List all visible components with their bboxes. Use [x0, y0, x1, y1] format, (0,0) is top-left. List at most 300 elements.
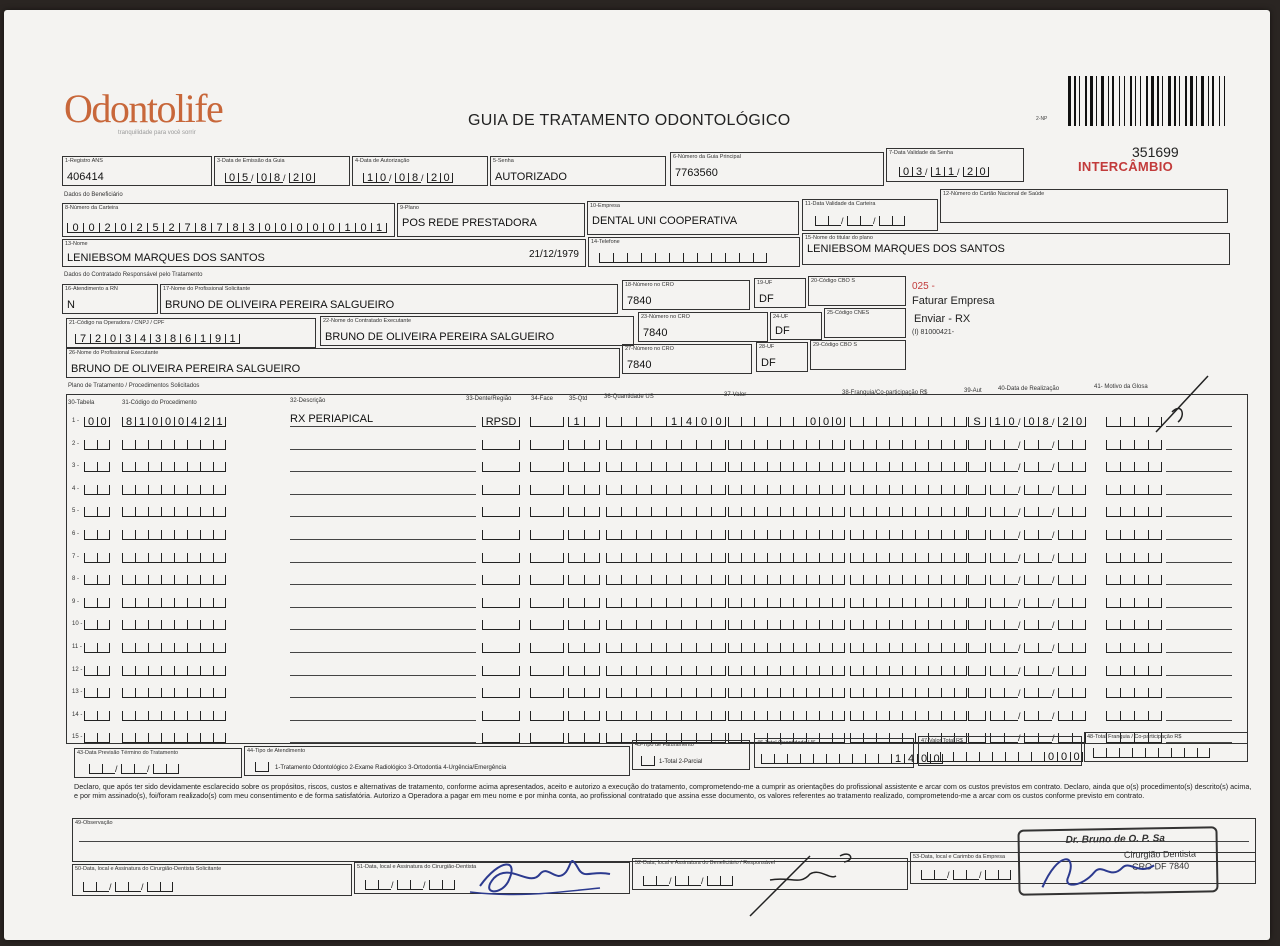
cell-empty[interactable]	[1166, 482, 1232, 495]
digit-cell	[122, 666, 135, 676]
digit-group	[482, 572, 520, 585]
digit-cell	[122, 733, 135, 743]
digit-cell	[739, 253, 753, 263]
digit-cell	[876, 507, 889, 517]
digit-cell	[1120, 417, 1134, 427]
digit-cell	[741, 666, 754, 676]
titular-field[interactable]: 15-Nome do titular do plano LENIEBSOM MARQUES DOS SANTOS	[802, 233, 1230, 265]
digit-cell	[1004, 440, 1018, 450]
digit-cell	[200, 643, 213, 653]
data-autorizacao-field[interactable]: 4-Data de Autorização 1 0 / 0 8 / 2 0	[352, 156, 488, 186]
digit-cell	[482, 711, 520, 721]
digit-cell	[728, 530, 741, 540]
digit-cell	[968, 462, 986, 472]
digit-cell	[621, 711, 636, 721]
digit-cell	[568, 485, 584, 495]
digit-group	[482, 617, 520, 630]
digit-cell	[1038, 688, 1052, 698]
data-emissao-field[interactable]: 3-Data de Emissão da Guia 0 5 / 0 8 / 2 0	[214, 156, 350, 186]
cell-empty[interactable]	[1166, 708, 1232, 721]
digit-cell	[135, 666, 148, 676]
digit-group	[122, 482, 226, 495]
cell-descricao[interactable]	[290, 663, 476, 676]
digit-cell	[889, 553, 902, 563]
atendimento-rn-field[interactable]: 16-Atendimento a RN N	[62, 284, 158, 314]
signature-empresa[interactable]: 53-Data, local e Carimbo da Empresa / /	[910, 852, 1256, 884]
digit-group	[568, 708, 600, 721]
cell-descricao[interactable]	[290, 504, 476, 517]
digit-cell	[728, 643, 741, 653]
digit-cell	[1004, 620, 1018, 630]
digit-cell	[606, 688, 621, 698]
cro-field-3[interactable]: 27-Número no CRO 7840	[622, 344, 752, 374]
digit-cell	[806, 507, 819, 517]
guia-principal-field[interactable]: 6-Número da Guia Principal 7763560	[670, 152, 884, 186]
cell-descricao[interactable]	[290, 685, 476, 698]
digit-cell: 0	[930, 754, 943, 764]
cell-descricao[interactable]	[290, 437, 476, 450]
col-qtd-us: 36-Quantidade US	[604, 394, 654, 400]
signature-beneficiario[interactable]: 52-Data, local e Assinatura do Beneficiário / Responsável / /	[632, 858, 908, 890]
digit-cell	[928, 575, 941, 585]
cell-empty[interactable]	[1166, 572, 1232, 585]
digit-cell: RPSD	[482, 417, 520, 427]
cell-descricao[interactable]	[290, 640, 476, 653]
digit-group	[850, 685, 967, 698]
registro-ans-field[interactable]: 1-Registro ANS 406414	[62, 156, 212, 186]
digit-cell	[135, 485, 148, 495]
digit-cell	[213, 440, 226, 450]
digit-cell	[941, 666, 954, 676]
row-number: 8 -	[72, 576, 80, 583]
digit-cell	[915, 530, 928, 540]
cro-field-1[interactable]: 18-Número no CRO 7840	[622, 280, 750, 310]
digit-group	[482, 459, 520, 472]
digit-cell	[568, 620, 584, 630]
digit-cell	[954, 485, 967, 495]
row-number: 4 -	[72, 485, 80, 492]
digit-cell	[1106, 507, 1120, 517]
digit-cell	[530, 711, 564, 721]
side-note-faturar: Faturar Empresa	[912, 295, 995, 307]
digit-group	[568, 437, 600, 450]
digit-group	[122, 595, 226, 608]
digit-cell	[780, 507, 793, 517]
digit-cell	[850, 688, 863, 698]
prof-solicitante-field[interactable]: 17-Nome do Profissional Solicitante BRUNO DE OLIVEIRA PEREIRA SALGUEIRO	[160, 284, 618, 314]
digit-cell: 1	[931, 167, 944, 177]
digit-cell	[889, 530, 902, 540]
digit-cell	[990, 553, 1004, 563]
digit-cell	[1072, 485, 1086, 495]
digit-cell	[1106, 417, 1120, 427]
digit-cell	[1148, 688, 1162, 698]
prof-executante-field[interactable]: 26-Nome do Profissional Executante BRUNO DE OLIVEIRA PEREIRA SALGUEIRO	[66, 348, 620, 378]
cell-empty[interactable]	[1166, 685, 1232, 698]
digit-cell	[990, 598, 1004, 608]
digit-cell	[1024, 711, 1038, 721]
row-number: 12 -	[72, 666, 83, 673]
digit-cell	[681, 507, 696, 517]
digit-cell	[681, 530, 696, 540]
digit-cell	[122, 711, 135, 721]
digit-cell	[1106, 620, 1120, 630]
digit-cell	[187, 620, 200, 630]
digit-cell	[621, 553, 636, 563]
digit-group	[606, 459, 726, 472]
digit-cell	[968, 440, 986, 450]
logo-tagline: tranquilidade para você sorrir	[118, 130, 196, 136]
digit-cell	[968, 598, 986, 608]
tipo-atendimento-field[interactable]: 44-Tipo de Atendimento 1-Tratamento Odontológico 2-Exame Radiológico 3-Ortodontia 4-Urgência/Emergência	[244, 746, 630, 776]
cell-descricao[interactable]	[290, 572, 476, 585]
digit-cell	[636, 711, 651, 721]
digit-cell: 0	[174, 417, 187, 427]
signature-dentista[interactable]: 51-Data, local e Assinatura do Cirurgião-Dentista / /	[354, 862, 630, 894]
digit-group	[728, 504, 845, 517]
digit-cell	[187, 507, 200, 517]
cell-empty[interactable]	[1166, 640, 1232, 653]
total-us-field[interactable]: 46-Total Quantidade US 1 4 0 0	[754, 738, 914, 768]
digit-group	[606, 617, 726, 630]
digit-cell	[754, 711, 767, 721]
digit-group	[968, 595, 986, 608]
digit-group	[568, 550, 600, 563]
cro-field-2[interactable]: 23-Número no CRO 7840	[638, 312, 768, 342]
digit-cell	[1038, 440, 1052, 450]
contratado-executante-field[interactable]: 22-Nome do Contratado Executante BRUNO DE OLIVEIRA PEREIRA SALGUEIRO	[320, 316, 634, 346]
total-franquia-field[interactable]: 48-Total Franquia / Co-participação R$	[1084, 732, 1248, 762]
digit-cell	[954, 417, 967, 427]
cnes-field[interactable]: 25-Código CNES	[824, 308, 906, 338]
digit-group	[482, 663, 520, 676]
digit-cell	[1072, 530, 1086, 540]
barcode-bar	[1219, 76, 1220, 126]
digit-cell	[187, 711, 200, 721]
cell-empty[interactable]	[1166, 617, 1232, 630]
digit-cell	[161, 485, 174, 495]
digit-cell	[879, 216, 892, 226]
digit-cell: 0	[257, 173, 270, 183]
digit-cell	[1038, 575, 1052, 585]
digit-cell	[161, 507, 174, 517]
digit-cell	[584, 620, 600, 630]
cell-empty[interactable]	[1166, 459, 1232, 472]
digit-cell	[161, 440, 174, 450]
digit-cell	[941, 688, 954, 698]
cell-descricao[interactable]	[290, 459, 476, 472]
digit-cell	[96, 882, 109, 892]
digit-cell	[683, 253, 697, 263]
digit-cell	[968, 553, 986, 563]
senha-field[interactable]: 5-Senha AUTORIZADO	[490, 156, 666, 186]
digit-cell	[1134, 643, 1148, 653]
digit-cell	[863, 598, 876, 608]
digit-cell	[568, 530, 584, 540]
cbo-field-3[interactable]: 29-Código CBO S	[810, 340, 906, 370]
digit-cell	[728, 575, 741, 585]
cell-descricao[interactable]	[290, 482, 476, 495]
digit-cell	[941, 507, 954, 517]
digit-cell	[876, 530, 889, 540]
digit-cell	[666, 485, 681, 495]
digit-group	[968, 640, 986, 653]
cell-empty[interactable]	[1166, 527, 1232, 540]
digit-group	[606, 572, 726, 585]
digit-cell	[921, 870, 934, 880]
digit-cell	[806, 666, 819, 676]
digit-cell	[1120, 462, 1134, 472]
digit-cell	[1120, 598, 1134, 608]
digit-cell	[1106, 440, 1120, 450]
digit-cell	[754, 688, 767, 698]
empresa-field[interactable]: 10-Empresa DENTAL UNI COOPERATIVA	[587, 201, 799, 235]
digit-cell	[651, 643, 666, 653]
cell-descricao[interactable]	[290, 730, 476, 743]
digit-cell	[985, 870, 998, 880]
digit-cell	[1148, 462, 1162, 472]
digit-group	[530, 708, 564, 721]
digit-cell: 0	[899, 167, 912, 177]
validade-senha-field[interactable]: 7-Data Validade da Senha 0 3 / 1 1 / 2 0	[886, 148, 1024, 182]
digit-cell	[966, 870, 979, 880]
digit-group	[122, 504, 226, 517]
digit-cell	[902, 688, 915, 698]
previsao-termino-field[interactable]: 43-Data Previsão Término do Tratamento / /	[74, 748, 242, 778]
digit-cell	[148, 688, 161, 698]
digit-cell	[1038, 485, 1052, 495]
digit-cell	[741, 711, 754, 721]
validade-carteira-field[interactable]: 11-Data Validade da Carteira / /	[802, 199, 938, 231]
digit-cell	[696, 440, 711, 450]
digit-cell	[876, 440, 889, 450]
barcode-bar	[1068, 76, 1071, 126]
digit-cell	[200, 485, 213, 495]
section-contratado: Dados do Contratado Responsável pelo Tratamento	[64, 272, 203, 278]
digit-cell	[666, 462, 681, 472]
digit-cell	[651, 666, 666, 676]
digit-cell	[915, 688, 928, 698]
digit-cell: 8	[122, 417, 135, 427]
digit-cell	[780, 440, 793, 450]
digit-cell	[728, 688, 741, 698]
digit-cell	[902, 553, 915, 563]
digit-cell	[584, 575, 600, 585]
digit-group	[728, 595, 845, 608]
digit-group: / /	[990, 550, 1086, 563]
digit-cell	[754, 485, 767, 495]
digit-cell: 0	[84, 417, 97, 427]
cell-descricao[interactable]	[290, 595, 476, 608]
digit-cell	[1134, 462, 1148, 472]
digit-group	[606, 504, 726, 517]
digit-group	[530, 617, 564, 630]
digit-cell	[134, 764, 147, 774]
digit-cell	[954, 575, 967, 585]
digit-cell	[928, 530, 941, 540]
digit-cell: 0	[97, 417, 110, 427]
digit-cell	[767, 620, 780, 630]
valor-total-field[interactable]: 47-Valor Total R$ 0 0 0	[918, 736, 1082, 766]
digit-cell	[135, 643, 148, 653]
cbo-field-1[interactable]: 20-Código CBO S	[808, 276, 906, 306]
digit-cell	[1072, 440, 1086, 450]
digit-cell	[187, 666, 200, 676]
digit-cell	[568, 462, 584, 472]
digit-cell: 8	[408, 173, 421, 183]
cell-empty[interactable]	[1166, 595, 1232, 608]
digit-cell	[741, 417, 754, 427]
digit-cell	[889, 507, 902, 517]
cartao-nacional-field[interactable]: 12-Número do Cartão Nacional de Saúde	[940, 189, 1228, 223]
digit-cell	[584, 417, 600, 427]
digit-cell	[621, 485, 636, 495]
cell-descricao[interactable]	[290, 617, 476, 630]
digit-cell	[187, 733, 200, 743]
digit-cell: 8	[227, 223, 243, 233]
digit-cell	[122, 643, 135, 653]
digit-cell	[651, 485, 666, 495]
digit-group	[568, 617, 600, 630]
digit-group	[568, 640, 600, 653]
digit-group	[530, 527, 564, 540]
barcode-bar	[1108, 76, 1109, 126]
digit-cell	[584, 440, 600, 450]
barcode-bar	[1096, 76, 1097, 126]
digit-cell	[889, 462, 902, 472]
digit-cell: 4	[904, 754, 917, 764]
digit-cell	[200, 507, 213, 517]
digit-group	[84, 482, 110, 495]
digit-cell	[850, 417, 863, 427]
digit-group	[1106, 527, 1162, 540]
plano-field[interactable]: 9-Plano POS REDE PRESTADORA	[397, 203, 585, 237]
signature-solicitante[interactable]: 50-Data, local e Assinatura do Cirurgião-Dentista Solicitante / /	[72, 864, 352, 896]
cell-descricao[interactable]	[290, 414, 476, 427]
digit-cell	[174, 688, 187, 698]
cell-empty[interactable]	[1166, 550, 1232, 563]
digit-cell	[174, 440, 187, 450]
uf-field-1[interactable]: 19-UF DF	[754, 278, 806, 308]
digit-group	[84, 640, 110, 653]
codigo-operadora-field[interactable]: 21-Código na Operadora / CNPJ / CPF 7 2 0 3 4 3 8 6 1 9 1	[66, 318, 316, 348]
digit-cell	[1120, 553, 1134, 563]
tipo-faturamento-field[interactable]: 45-Tipo de Faturamento 1-Total 2-Parcial	[632, 740, 750, 770]
digit-cell	[696, 507, 711, 517]
digit-cell	[606, 733, 621, 743]
tipo-faturamento-checkbox[interactable]	[641, 756, 655, 766]
digit-cell	[815, 216, 828, 226]
digit-cell	[696, 598, 711, 608]
uf-field-2[interactable]: 24-UF DF	[770, 312, 822, 340]
uf-field-3[interactable]: 28-UF DF	[756, 342, 808, 372]
digit-group	[568, 527, 600, 540]
digit-cell	[1120, 485, 1134, 495]
digit-cell	[819, 462, 832, 472]
tipo-atendimento-checkbox[interactable]	[255, 762, 269, 772]
digit-cell	[780, 575, 793, 585]
digit-cell: 0	[1004, 417, 1018, 427]
digit-cell	[187, 530, 200, 540]
digit-cell	[741, 462, 754, 472]
side-note-code: 025 -	[912, 281, 935, 292]
digit-cell	[928, 440, 941, 450]
digit-cell	[174, 575, 187, 585]
digit-cell	[832, 666, 845, 676]
digit-cell	[780, 666, 793, 676]
cell-descricao[interactable]	[290, 708, 476, 721]
digit-cell	[915, 598, 928, 608]
digit-cell	[568, 598, 584, 608]
digit-cell: 0	[302, 173, 315, 183]
digit-cell	[863, 575, 876, 585]
digit-cell	[876, 485, 889, 495]
digit-cell	[135, 711, 148, 721]
digit-cell	[711, 711, 726, 721]
digit-cell	[122, 485, 135, 495]
barcode-bar	[1119, 76, 1120, 126]
nome-beneficiario-field[interactable]: 13-Nome LENIEBSOM MARQUES DOS SANTOS 21/12/1979	[62, 239, 586, 267]
cell-empty[interactable]	[1166, 504, 1232, 517]
digit-cell: 0	[696, 417, 711, 427]
observacao-field[interactable]: 49-Observação	[72, 818, 1256, 862]
digit-cell: 1	[666, 417, 681, 427]
digit-group	[530, 414, 564, 427]
digit-cell	[161, 711, 174, 721]
cell-descricao[interactable]	[290, 550, 476, 563]
carteira-field[interactable]: 8-Número da Carteira 0 0 2 0 2 5 2 7 8 7 8 3 0 0 0 0 0 1 0 1	[62, 203, 395, 237]
digit-cell	[1004, 666, 1018, 676]
digit-cell	[174, 643, 187, 653]
digit-cell: 0	[806, 417, 819, 427]
cell-empty[interactable]	[1166, 663, 1232, 676]
digit-cell	[84, 530, 97, 540]
digit-group	[728, 527, 845, 540]
digit-group	[1106, 708, 1162, 721]
digit-cell	[651, 688, 666, 698]
digit-group	[122, 527, 226, 540]
digit-cell	[990, 643, 1004, 653]
digit-cell	[666, 688, 681, 698]
digit-group	[568, 459, 600, 472]
telefone-field[interactable]: 14-Telefone	[588, 237, 800, 267]
digit-cell	[122, 507, 135, 517]
digit-cell: 0	[307, 223, 323, 233]
digit-cell	[187, 440, 200, 450]
digit-cell	[928, 598, 941, 608]
digit-cell	[482, 733, 520, 743]
digit-cell	[568, 688, 584, 698]
digit-cell	[1171, 748, 1184, 758]
digit-cell	[754, 598, 767, 608]
cell-descricao[interactable]	[290, 527, 476, 540]
digit-cell	[1038, 507, 1052, 517]
digit-cell	[213, 711, 226, 721]
digit-group	[84, 685, 110, 698]
digit-cell	[1119, 748, 1132, 758]
digit-cell	[928, 417, 941, 427]
digit-cell	[1024, 620, 1038, 630]
digit-group	[568, 572, 600, 585]
digit-cell	[174, 485, 187, 495]
col-codigo: 31-Código do Procedimento	[122, 400, 197, 406]
digit-group	[1106, 504, 1162, 517]
digit-group	[968, 708, 986, 721]
digit-cell	[530, 553, 564, 563]
digit-cell	[941, 620, 954, 630]
barcode-bar	[1124, 76, 1125, 126]
cell-empty[interactable]	[1166, 437, 1232, 450]
